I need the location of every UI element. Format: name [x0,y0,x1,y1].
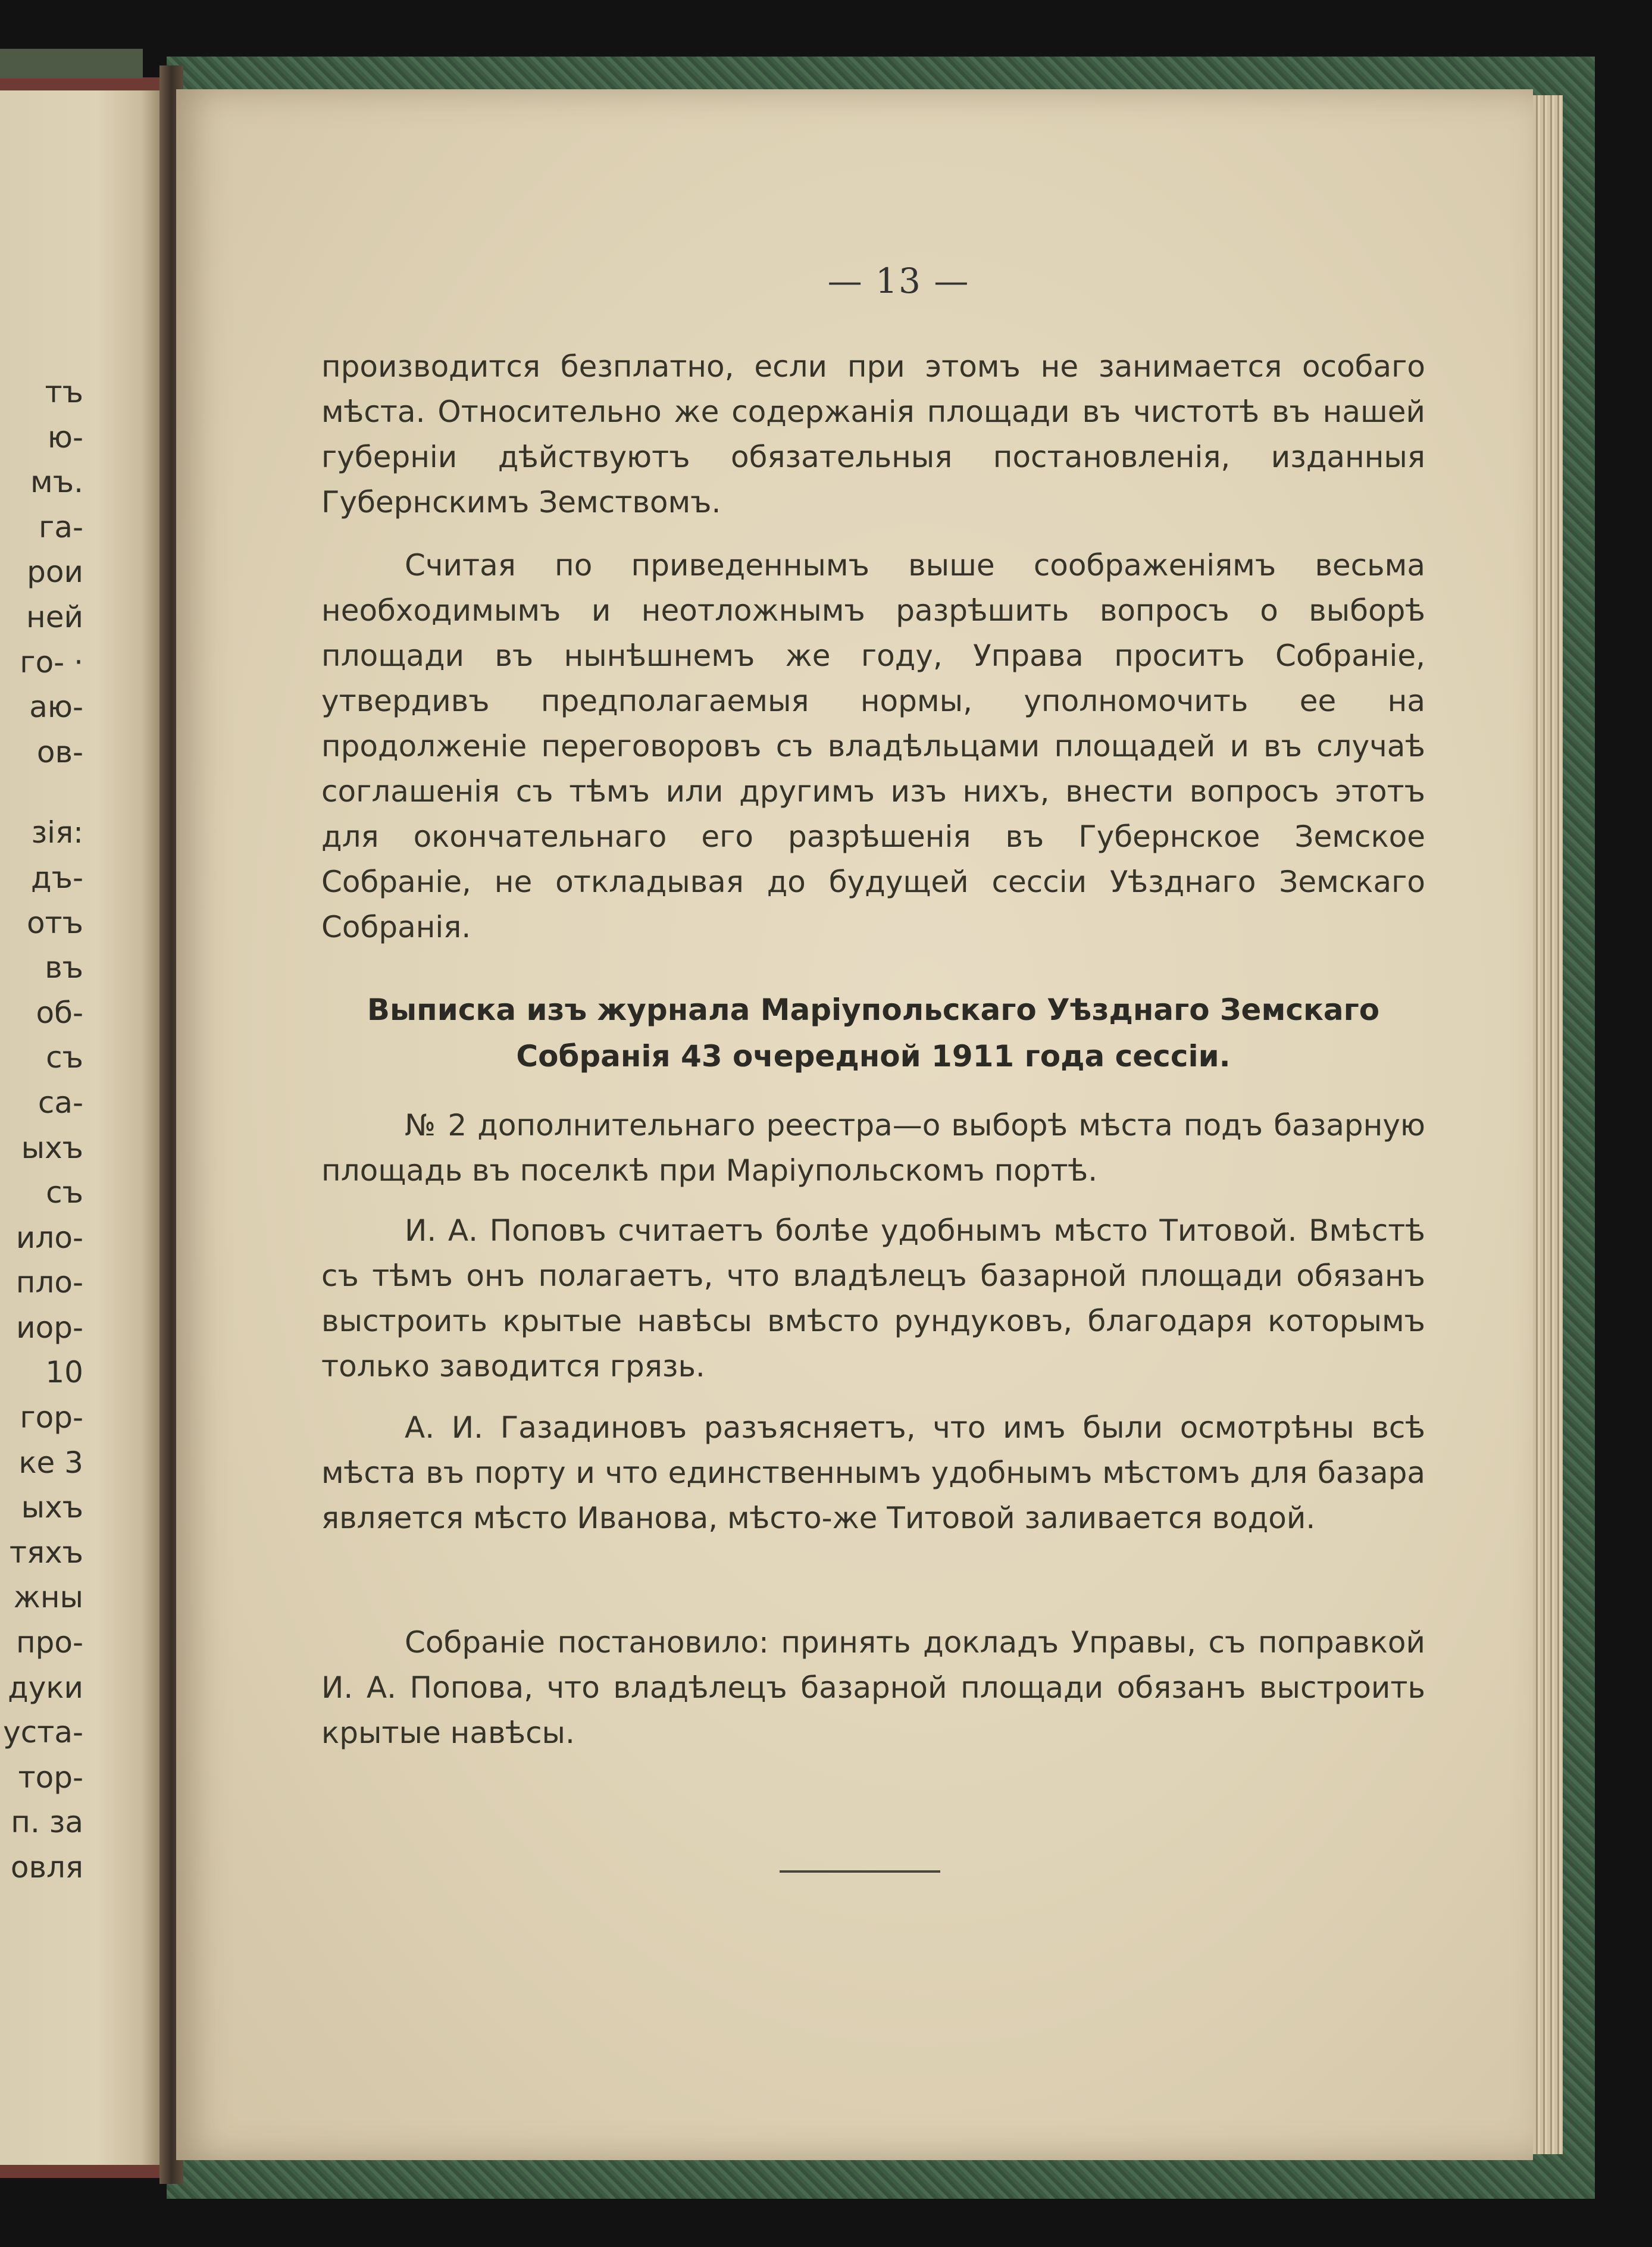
page-number: — 13 — [827,261,970,301]
previous-page-line: тор- [18,1760,83,1795]
page-edges [1533,95,1563,2154]
previous-page-line: съ [46,1040,83,1075]
previous-page-line: ке 3 [18,1445,83,1480]
previous-page-line: отъ [26,905,83,940]
previous-page-line: зія: [31,815,83,850]
minutes-item-2: И. А. Поповъ считаетъ болѣе удобнымъ мѣсто Титовой. Вмѣстѣ съ тѣмъ онъ полагаетъ, что владѣлецъ базарной площади обязанъ выстроить крытые навѣсы вмѣсто рундуковъ, благодаря которымъ только заводится грязь. [321,1213,1425,1384]
previous-page-line: жны [13,1580,83,1615]
previous-page-line: овля [10,1850,83,1885]
minutes-resolution: Собраніе постановило: принять докладъ Управы, съ поправкой И. А. Попова, что владѣлецъ базарной площади обязанъ выстроить крытые навѣсы. [321,1625,1425,1750]
previous-page-line: ило- [15,1220,83,1255]
previous-page-line: ов- [36,734,83,769]
previous-page-line: дъ- [31,860,83,895]
previous-page-line: га- [39,509,83,544]
previous-page-line: тяхъ [9,1535,83,1570]
minutes-item-3: А. И. Газадиновъ разъясняетъ, что имъ были осмотрѣны всѣ мѣста въ порту и что единственнымъ удобнымъ мѣстомъ для базара является мѣсто Иванова, мѣсто-же Титовой заливается водой. [321,1410,1425,1535]
previous-page-line: съ [46,1175,83,1210]
previous-page-line: тъ [45,375,83,409]
previous-page-line: ю- [47,420,83,455]
previous-page-line: рои [27,555,83,590]
previous-page-line: аю- [29,690,83,725]
previous-page-line: иор- [16,1310,83,1345]
previous-page-line: гор- [20,1400,83,1435]
previous-page-line: го- · [20,644,83,680]
previous-page-line: п. за [11,1805,83,1840]
paragraph-2: Считая по приведеннымъ выше соображеніямъ весьма необходимымъ и неотложнымъ разрѣшить вопросъ о выборѣ площади въ нынѣшнемъ же году, Управа проситъ Собраніе, утвердивъ предполагаемыя нормы, уполномочить ее на продолженіе переговоровъ съ владѣльцами площадей и въ случаѣ соглашенія съ тѣмъ или другимъ изъ нихъ, внести вопросъ этотъ для окончательнаго его разрѣшенія въ Губернское Земское Собраніе, не откладывая до будущей сессіи Уѣзднаго Земскаго Собранія. [321,548,1425,944]
cover-edge [0,49,143,79]
previous-page-line: ыхъ [21,1130,83,1165]
journal-extract-heading: Выписка изъ журнала Маріупольскаго Уѣзднаго Земскаго Собранія 43 очередной 1911 года сессіи. [367,993,1380,1074]
previous-page-line: пло- [15,1265,83,1300]
previous-page-line [0,775,83,810]
previous-page-line: мъ. [30,465,83,500]
minutes-item-1: № 2 дополнительнаго реестра—о выборѣ мѣста подъ базарную площадь въ поселкѣ при Маріупольскомъ портѣ. [321,1108,1425,1188]
previous-page-line: 10 [45,1355,83,1390]
previous-page-line: въ [45,950,83,985]
previous-page-line: дуки [8,1670,83,1705]
previous-page-text [0,370,83,1891]
previous-page-line: об- [36,995,83,1030]
previous-page-line: ней [26,599,83,634]
paragraph-1: производится безплатно, если при этомъ не занимается особаго мѣста. Относительно же содержанія площади въ чистотѣ въ нашей губерніи дѣйствуютъ обязательныя постановленія, изданныя Губернскимъ Земствомъ. [321,349,1425,519]
previous-page [0,77,161,2178]
previous-page-line: са- [37,1085,83,1120]
previous-page-line: про- [15,1625,83,1660]
previous-page-line: уста- [3,1715,83,1750]
closing-rule [780,1870,940,1873]
previous-page-line: ыхъ [21,1490,83,1525]
